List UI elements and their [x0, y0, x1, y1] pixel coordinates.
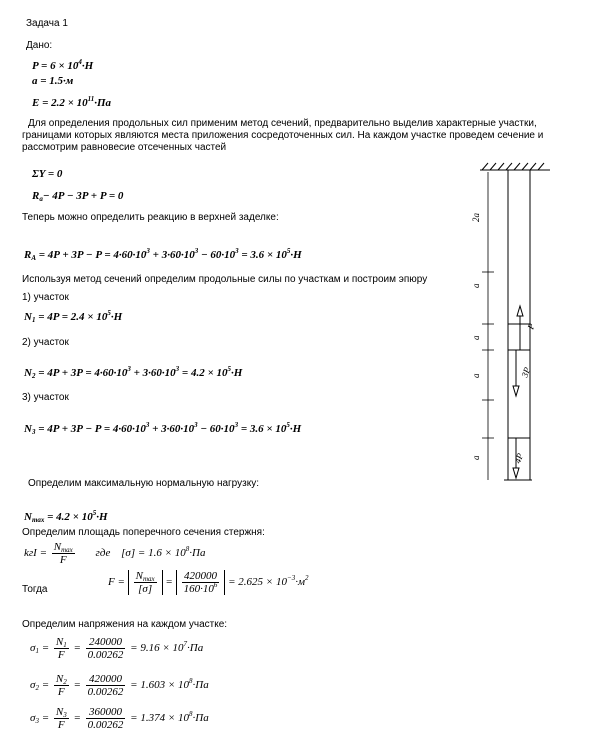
eq-f: F = $\frac{N_{max}}{[\sigma]}$ = $\frac{420000}{160\cdot 10^6}$ = $2.625 \times 10^{-3}\cdot м^2$ [108, 570, 309, 595]
label-2a: 2a [471, 213, 481, 222]
intro-line-3: рассмотрим равновесие отсеченных частей [22, 142, 227, 153]
eq-n1: $N_1 = 4P = 2.4 \times 10^5\cdot H$ [24, 309, 123, 324]
dimension-line [482, 172, 494, 480]
hatched-support [480, 163, 550, 170]
given-P: $P = 6 \times 10^4\cdot H$ [32, 58, 94, 72]
label-a-1: a [471, 283, 481, 288]
intro-line-2: границами которых являются места приложения сосредоточенных сил. На каждом участке проведем сечение и [22, 130, 544, 141]
rod-diagram [460, 160, 570, 500]
eq-n2: $N_2 = 4P + 3P = 4\cdot 60\cdot 10^3 + 3\cdot 60\cdot 10^3 = 4.2 \times 10^5\cdot H$ [24, 365, 243, 380]
given-label: Дано: [26, 40, 53, 51]
max-load-text: Определим максимальную нормальную нагрузку: [28, 478, 259, 489]
label-p: P [525, 322, 537, 331]
section-1-label: 1) участок [22, 292, 69, 303]
area-text: Определим площадь поперечного сечения стержня: [22, 527, 265, 538]
label-a-4: a [471, 455, 481, 460]
eq-ra: $R_A = 4P + 3P - P = 4\cdot 60\cdot 10^3 + 3\cdot 60\cdot 10^3 - 60\cdot 10^3 = 3.6 \times 10^5\cdot H$ [24, 247, 302, 262]
section-lines [508, 324, 533, 438]
eq-ra-balance: $R_a- 4P - 3P + P = 0$ [32, 190, 124, 203]
section-3-label: 3) участок [22, 392, 69, 403]
label-4p: 4P [512, 451, 526, 465]
eq-sum-y: ΣY = 0 [32, 168, 63, 180]
label-a-2: a [471, 335, 481, 340]
eq-sigma-1: $\sigma_1$ = $\frac{N_1}{F}$ = $\frac{240000}{0.00262}$ = $9.16 \times 10^7\cdot Па$ [30, 636, 204, 661]
given-E: $E = 2.2 \times 10^{11}\cdot Па$ [32, 95, 112, 109]
eq-n3: $N_3 = 4P + 3P - P = 4\cdot 60\cdot 10^3 + 3\cdot 60\cdot 10^3 - 60\cdot 10^3 = 3.6 \times 10^5\cdot H$ [24, 421, 302, 436]
eq-sigma-2: $\sigma_2$ = $\frac{N_2}{F}$ = $\frac{420000}{0.00262}$ = $1.603 \times 10^8\cdot Па$ [30, 673, 209, 698]
task-title: Задача 1 [26, 18, 68, 29]
given-a: a = 1.5·м [32, 75, 74, 87]
method-text: Используя метод сечений определим продольные силы по участкам и построим эпюру [22, 274, 428, 285]
label-a-3: a [471, 373, 481, 378]
stress-text: Определим напряжения на каждом участке: [22, 619, 228, 630]
intro-line-1: Для определения продольных сил применим метод сечений, предварительно выделив характерные участки, [28, 118, 537, 129]
section-2-label: 2) участок [22, 337, 69, 348]
reaction-text: Теперь можно определить реакцию в верхней заделке: [22, 212, 279, 223]
eq-area-condition: kгI = $\frac{N_{max}}{F}$ где $[\sigma] = 1.6 \times 10^8\cdot Па$ [24, 541, 206, 566]
then-label: Тогда [22, 584, 48, 595]
eq-sigma-3: $\sigma_3$ = $\frac{N_3}{F}$ = $\frac{360000}{0.00262}$ = $1.374 \times 10^8\cdot Па$ [30, 706, 209, 731]
label-3p: 3P [519, 365, 533, 379]
eq-nmax: $N_{max} = 4.2 \times 10^5\cdot H$ [24, 509, 108, 524]
